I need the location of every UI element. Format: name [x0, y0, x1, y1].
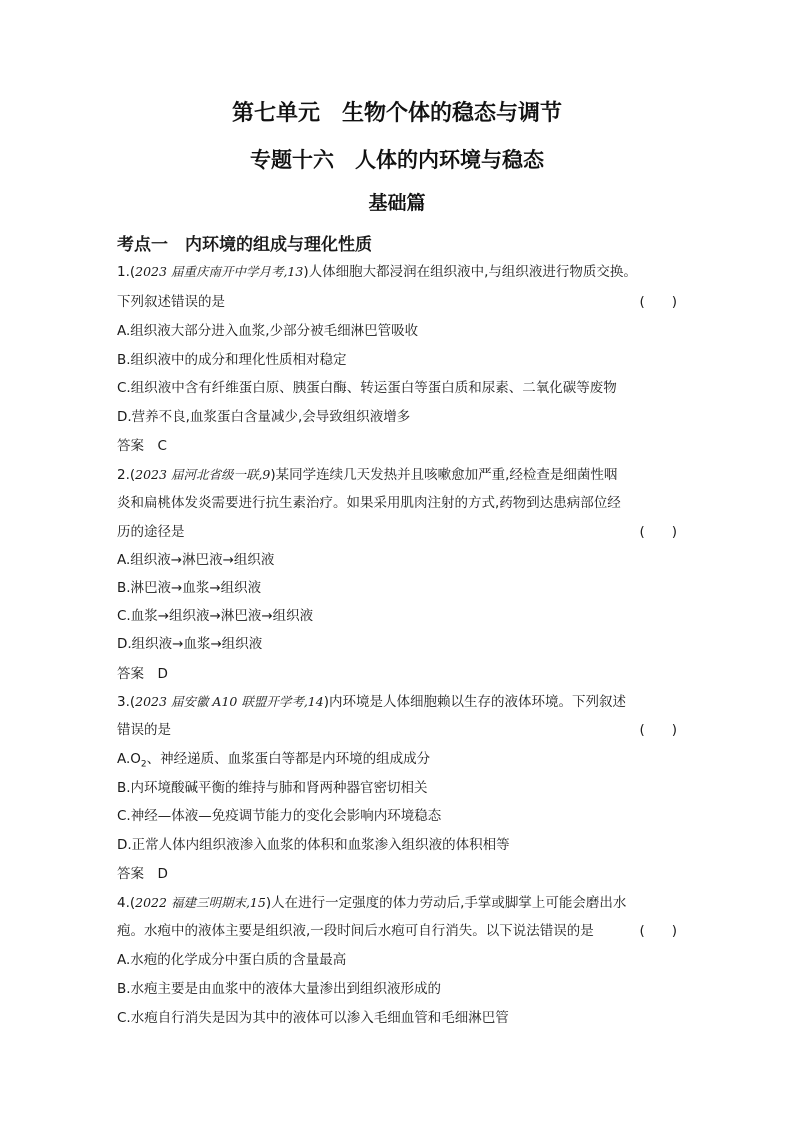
answer-blank: ( )	[639, 923, 677, 939]
q4-stem-line1: 4.(2022 福建三明期末,15)人在进行一定强度的体力劳动后,手掌或脚掌上可能会磨出水	[117, 895, 627, 911]
q3-source: 2023 届安徽 A10 联盟开学考,14	[135, 694, 324, 709]
q3-answer: 答案 D	[117, 866, 168, 882]
q2-stem-line3: 历的途径是 ( )	[117, 524, 677, 540]
answer-blank: ( )	[639, 294, 677, 310]
q2-option-b: B.淋巴液→血浆→组织液	[117, 580, 262, 596]
q3-stem-line2: 错误的是 ( )	[117, 722, 677, 738]
point-title: 考点一 内环境的组成与理化性质	[117, 235, 372, 255]
q4-option-b: B.水疱主要是由血浆中的液体大量渗出到组织液形成的	[117, 981, 442, 997]
q1-option-b: B.组织液中的成分和理化性质相对稳定	[117, 352, 347, 368]
topic-title: 专题十六 人体的内环境与稳态	[250, 148, 544, 172]
q2-source: 2023 届河北省级一联,9	[135, 467, 271, 482]
q3-stem-line1: 3.(2023 届安徽 A10 联盟开学考,14)内环境是人体细胞赖以生存的液体环境。下列叙述	[117, 694, 626, 710]
q3-option-a: $A.O_2$、神经递质、血浆蛋白等都是内环境的组成成分	[117, 751, 431, 770]
q1-stem-line1: 1.(2023 届重庆南开中学月考,13)人体细胞大都浸润在组织液中,与组织液进行物质交换。	[117, 264, 637, 280]
answer-blank: ( )	[639, 722, 677, 738]
q2-stem-line1: 2.(2023 届河北省级一联,9)某同学连续几天发热并且咳嗽愈加严重,经检查是细菌性咽	[117, 467, 618, 483]
q2-option-a: A.组织液→淋巴液→组织液	[117, 552, 275, 568]
q4-option-c: C.水疱自行消失是因为其中的液体可以渗入毛细血管和毛细淋巴管	[117, 1010, 509, 1026]
q2-option-c: C.血浆→组织液→淋巴液→组织液	[117, 608, 314, 624]
q2-option-d: D.组织液→血浆→组织液	[117, 636, 263, 652]
q3-option-c: C.神经—体液—免疫调节能力的变化会影响内环境稳态	[117, 808, 442, 824]
q1-answer: 答案 C	[117, 438, 167, 454]
answer-blank: ( )	[639, 524, 677, 540]
q3-option-d: D.正常人体内组织液渗入血浆的体积和血浆渗入组织液的体积相等	[117, 837, 510, 853]
q1-stem-line2: 下列叙述错误的是 ( )	[117, 294, 677, 310]
q4-stem-line2: 疱。水疱中的液体主要是组织液,一段时间后水疱可自行消失。以下说法错误的是 ( )	[117, 923, 677, 939]
section-title: 基础篇	[368, 192, 426, 214]
q4-option-a: A.水疱的化学成分中蛋白质的含量最高	[117, 952, 347, 968]
q1-option-c: C.组织液中含有纤维蛋白原、胰蛋白酶、转运蛋白等蛋白质和尿素、二氧化碳等废物	[117, 380, 617, 396]
q1-option-a: A.组织液大部分进入血浆,少部分被毛细淋巴管吸收	[117, 323, 419, 339]
q1-option-d: D.营养不良,血浆蛋白含量减少,会导致组织液增多	[117, 409, 411, 425]
q3-option-b: B.内环境酸碱平衡的维持与肺和肾两种器官密切相关	[117, 780, 428, 796]
unit-title: 第七单元 生物个体的稳态与调节	[231, 101, 562, 126]
q1-source: 2023 届重庆南开中学月考,13	[135, 264, 304, 279]
q4-source: 2022 福建三明期末,15	[135, 895, 266, 910]
q2-stem-line2: 炎和扁桃体发炎需要进行抗生素治疗。如果采用肌肉注射的方式,药物到达患病部位经	[117, 495, 621, 511]
q2-answer: 答案 D	[117, 666, 168, 682]
